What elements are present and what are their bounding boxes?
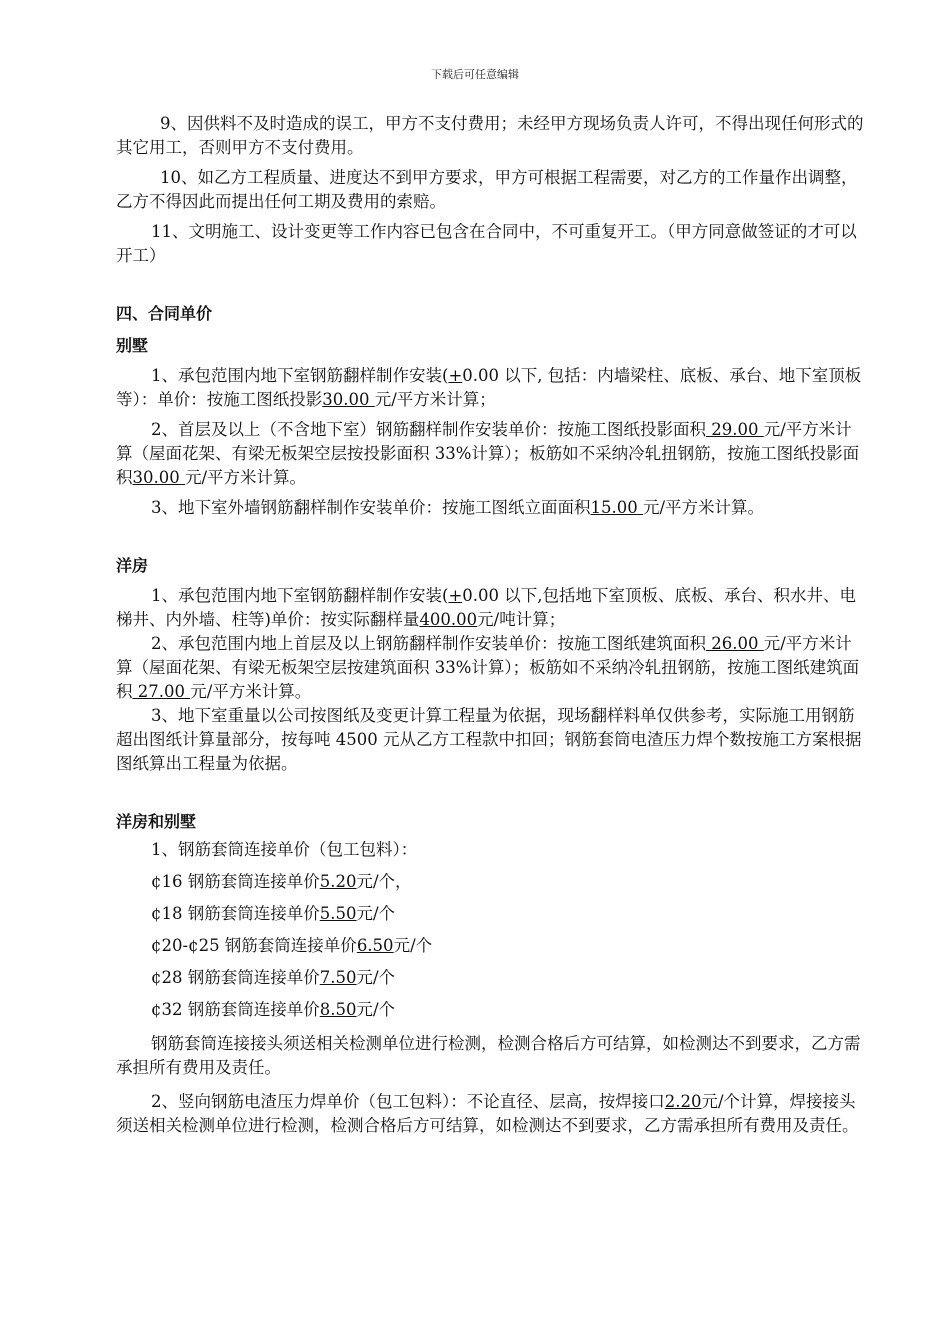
connector-price-list	[116, 866, 866, 1026]
villa-item-2: 2、首层及以上（不含地下室）钢筋翻样制作安装单价：按施工图纸投影面积 29.00 元/平方米计算（屋面花架、有梁无板架空层按投影面积 33%计算）；板筋如不采纳冷轧扭钢筋，按施工图纸投影面积30.00 元/平方米计算。	[116, 420, 860, 487]
villa-price-2: 29.00	[706, 420, 764, 439]
house-price-3: 27.00	[132, 682, 191, 701]
connector-row: ¢16 钢筋套筒连接单价5.20元/个，	[151, 872, 412, 891]
document-body	[116, 112, 866, 1138]
section-title: 四、合同单价	[116, 304, 213, 323]
house-item-2: 2、承包范围内地上首层及以上钢筋翻样制作安装单价：按施工图纸建筑面积 26.00 元/平方米计算（屋面花架、有梁无板架空层按建筑面积 33%计算）；板筋如不采纳冷轧扭钢筋，按施工图纸建筑面积 27.00 元/平方米计算。	[116, 634, 860, 701]
clause-11: 11、文明施工、设计变更等工作内容已包含在合同中，不可重复开工。（甲方同意做签证的才可以开工）	[116, 222, 857, 265]
clause-9: 9、因供料不及时造成的误工，甲方不支付费用；未经甲方现场负责人许可，不得出现任何形式的其它用工，否则甲方不支付费用。	[116, 114, 864, 157]
house-heading: 洋房	[116, 556, 149, 575]
connector-row: ¢20-¢25 钢筋套筒连接单价6.50元/个	[151, 936, 433, 955]
villa-item-3: 3、地下室外墙钢筋翻样制作安装单价：按施工图纸立面面积15.00 元/平方米计算。	[151, 498, 765, 517]
connector-row: ¢18 钢筋套筒连接单价5.50元/个	[151, 904, 396, 923]
clause-10: 10、如乙方工程质量、进度达不到甲方要求，甲方可根据工程需要，对乙方的工作量作出调整，乙方不得因此而提出任何工期及费用的索赔。	[116, 168, 858, 211]
both-heading: 洋房和别墅	[116, 812, 197, 831]
house-price-1: 400.00	[419, 610, 478, 629]
weld-price: 2.20	[664, 1092, 702, 1111]
house-price-2: 26.00	[706, 634, 764, 653]
both-item-1: 1、钢筋套筒连接单价（包工包料）：	[151, 840, 418, 859]
connector-row: ¢32 钢筋套筒连接单价8.50元/个	[151, 1000, 396, 1019]
inspection-note: 钢筋套筒连接接头须送相关检测单位进行检测，检测合格后方可结算，如检测达不到要求，乙方需承担所有费用及责任。	[116, 1034, 861, 1077]
villa-heading: 别墅	[116, 336, 149, 355]
page-header: 下载后可任意编辑	[431, 68, 519, 81]
house-item-3: 3、地下室重量以公司按图纸及变更计算工程量为依据，现场翻样料单仅供参考，实际施工用钢筋超出图纸计算量部分，按每吨 4500 元从乙方工程款中扣回；钢筋套筒电渣压力焊个数按施工方案根据图纸算出工程量为依据。	[116, 706, 862, 773]
house-item-1: 1、承包范围内地下室钢筋翻样制作安装(+0.00 以下,包括地下室顶板、底板、承台、积水井、电梯井、内外墙、柱等)单价：按实际翻样量400.00元/吨计算；	[116, 586, 856, 629]
villa-price-1: 30.00	[322, 390, 375, 409]
both-item-2: 2、竖向钢筋电渣压力焊单价（包工包料）：不论直径、层高，按焊接口2.20元/个计算，焊接接头须送相关检测单位进行检测，检测合格后方可结算，如检测达不到要求，乙方需承担所有费用及责任。	[116, 1092, 859, 1135]
villa-item-1: 1、承包范围内地下室钢筋翻样制作安装(+0.00 以下, 包括：内墙梁柱、底板、承台、地下室顶板等）：单价：按施工图纸投影30.00 元/平方米计算；	[116, 366, 862, 409]
connector-row: ¢28 钢筋套筒连接单价7.50元/个	[151, 968, 396, 987]
villa-price-3: 30.00	[132, 468, 185, 487]
villa-price-4: 15.00	[590, 498, 643, 517]
